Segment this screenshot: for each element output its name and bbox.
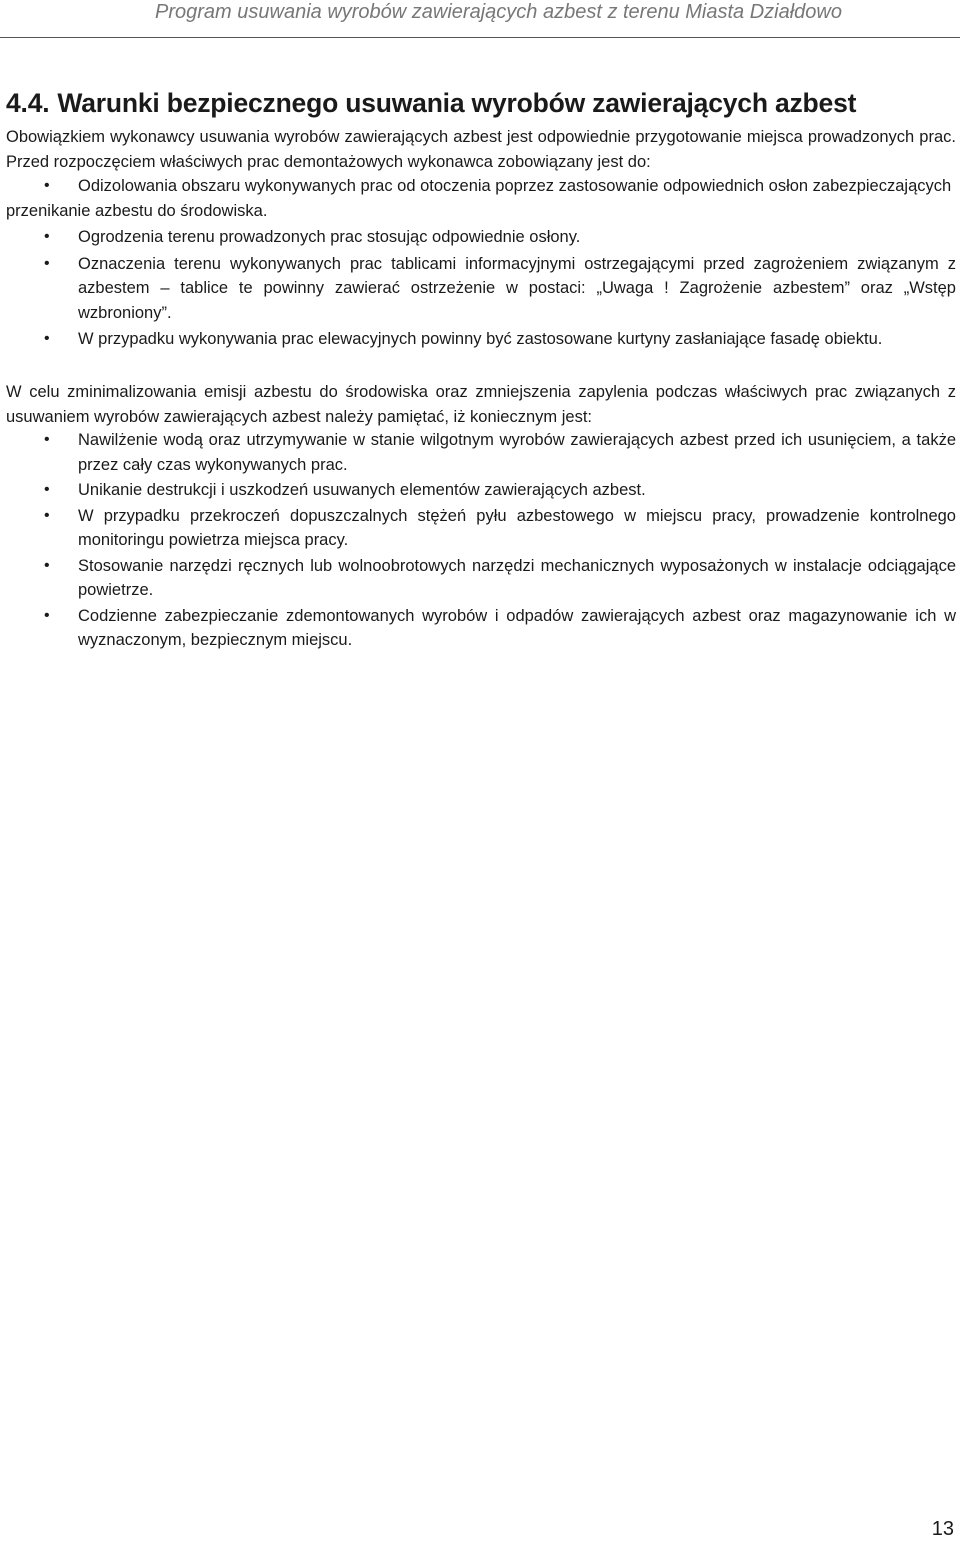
- bullet-icon: •: [44, 177, 50, 194]
- list-item-text: Nawilżenie wodą oraz utrzymywanie w stanie wilgotnym wyrobów zawierających azbest przed ich usunięciem, a także przez cały czas wykonywanych prac.: [78, 431, 956, 474]
- list-item: [6, 504, 956, 553]
- list-item-text: Odizolowania obszaru wykonywanych prac od otoczenia poprzez zastosowanie odpowiednich osłon zabezpieczających przenikanie azbestu do środowiska.: [6, 177, 952, 220]
- list-item-text: Ogrodzenia terenu prowadzonych prac stosując odpowiednie osłony.: [78, 228, 581, 246]
- running-header: [0, 0, 960, 38]
- list-item: [6, 252, 956, 326]
- minimization-list: [6, 428, 956, 654]
- list-item: [6, 174, 956, 223]
- minimization-paragraph: W celu zminimalizowania emisji azbestu do środowiska oraz zmniejszenia zapylenia podczas właściwych prac związanych z usuwaniem wyrobów zawierających azbest należy pamiętać, iż koniecznym jest:: [6, 383, 956, 426]
- list-item: [6, 478, 956, 503]
- bullet-icon: •: [44, 606, 50, 624]
- bullet-icon: •: [44, 431, 50, 448]
- section-number: 4.4.: [6, 88, 50, 118]
- list-item: [6, 225, 956, 250]
- bullet-icon: •: [44, 254, 50, 272]
- preparation-list: [6, 174, 956, 352]
- page-number: 13: [931, 1518, 954, 1540]
- list-item: [6, 604, 956, 653]
- bullet-icon: •: [44, 556, 50, 574]
- list-item-text: W przypadku wykonywania prac elewacyjnych powinny być zastosowane kurtyny zasłaniające fasadę obiektu.: [78, 330, 883, 348]
- bullet-icon: •: [44, 506, 50, 524]
- list-item-text: Codzienne zabezpieczanie zdemontowanych wyrobów i odpadów zawierających azbest oraz magazynowanie ich w wyznaczonym, bezpiecznym miejscu.: [78, 606, 956, 649]
- intro-paragraph: Obowiązkiem wykonawcy usuwania wyrobów zawierających azbest jest odpowiednie przygotowanie miejsca prowadzonych prac. Przed rozpoczęciem właściwych prac demontażowych wykonawca zobowiązany jest do:: [6, 128, 956, 171]
- bullet-icon: •: [44, 228, 50, 245]
- list-item-text: Oznaczenia terenu wykonywanych prac tablicami informacyjnymi ostrzegającymi przed zagrożeniem związanym z azbestem – tablice te powinny zawierać ostrzeżenie w postaci: „Uwaga ! Zagrożenie azbestem” oraz „Wstęp wzbroniony”.: [78, 254, 956, 322]
- list-item: [6, 554, 956, 603]
- list-item: [6, 327, 956, 352]
- section-title: Warunki bezpiecznego usuwania wyrobów zawierających azbest: [57, 88, 857, 118]
- list-item-text: Stosowanie narzędzi ręcznych lub wolnoobrotowych narzędzi mechanicznych wyposażonych w instalacje odciągające powietrze.: [78, 556, 956, 599]
- section-heading: [6, 88, 856, 119]
- bullet-icon: •: [44, 481, 50, 498]
- bullet-icon: •: [44, 330, 50, 347]
- list-item: [6, 428, 956, 477]
- list-item-text: W przypadku przekroczeń dopuszczalnych stężeń pyłu azbestowego w miejscu pracy, prowadzenie kontrolnego monitoringu powietrza miejsca pracy.: [78, 506, 956, 549]
- list-item-text: Unikanie destrukcji i uszkodzeń usuwanych elementów zawierających azbest.: [78, 481, 646, 499]
- document-title: Program usuwania wyrobów zawierających azbest z terenu Miasta Działdowo: [155, 1, 842, 23]
